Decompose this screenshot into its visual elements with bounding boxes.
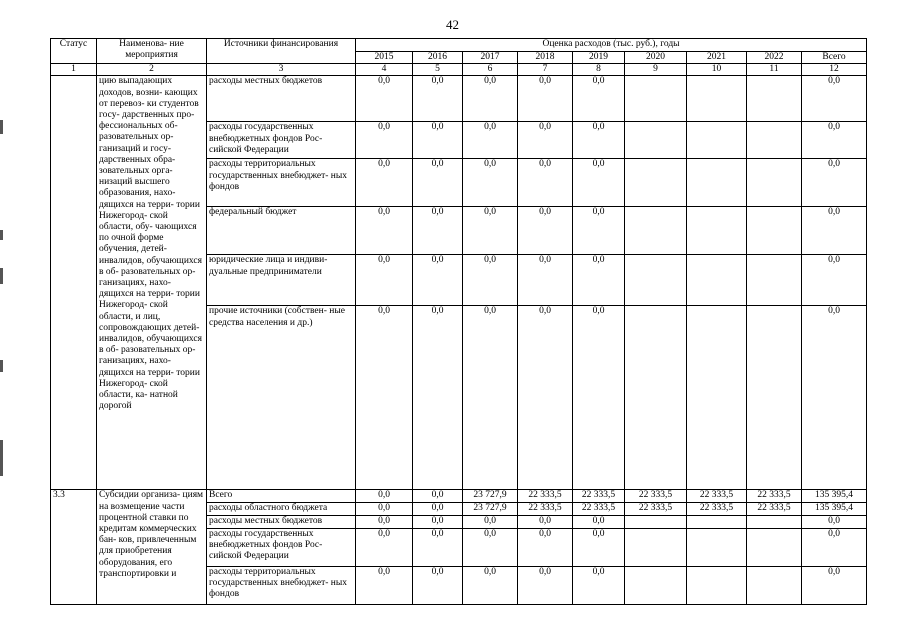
value-cell: 0,0 xyxy=(518,159,573,207)
value-cell: 22 333,5 xyxy=(625,502,687,515)
value-cell: 0,0 xyxy=(413,207,463,255)
header-year-total: Всего xyxy=(802,52,867,64)
value-cell: 0,0 xyxy=(518,207,573,255)
value-cell xyxy=(625,515,687,528)
value-cell: 22 333,5 xyxy=(747,490,802,502)
value-total: 0,0 xyxy=(802,515,867,528)
header-year: 2017 xyxy=(463,52,518,64)
scan-mark xyxy=(0,440,3,476)
value-cell: 0,0 xyxy=(356,515,413,528)
value-cell: 0,0 xyxy=(413,76,463,122)
value-cell: 0,0 xyxy=(573,122,625,159)
scan-edge-marks xyxy=(0,0,4,640)
value-cell: 0,0 xyxy=(573,306,625,490)
source-label: федеральный бюджет xyxy=(207,207,356,255)
value-cell: 0,0 xyxy=(518,515,573,528)
value-total: 0,0 xyxy=(802,528,867,566)
header-year: 2015 xyxy=(356,52,413,64)
value-cell xyxy=(747,122,802,159)
value-cell: 22 333,5 xyxy=(747,502,802,515)
value-total: 0,0 xyxy=(802,76,867,122)
value-cell: 22 333,5 xyxy=(573,502,625,515)
value-cell xyxy=(625,159,687,207)
value-cell: 0,0 xyxy=(573,207,625,255)
value-cell: 0,0 xyxy=(573,255,625,306)
value-cell: 0,0 xyxy=(463,207,518,255)
value-cell xyxy=(687,515,747,528)
value-cell: 0,0 xyxy=(413,159,463,207)
value-cell xyxy=(747,566,802,604)
value-cell: 0,0 xyxy=(518,566,573,604)
value-cell: 22 333,5 xyxy=(518,490,573,502)
source-label: расходы местных бюджетов xyxy=(207,515,356,528)
col-number: 1 xyxy=(51,64,97,76)
header-estimate: Оценка расходов (тыс. руб.), годы xyxy=(356,39,867,52)
value-cell: 0,0 xyxy=(573,159,625,207)
value-total: 0,0 xyxy=(802,255,867,306)
activity-name: Субсидии организа- циям на возмещение части процентной ставки по кредитам коммерческих бан- ков, привлеченным для приобретения оборудования, его транспортировки и xyxy=(97,490,207,604)
value-cell xyxy=(687,306,747,490)
value-cell: 0,0 xyxy=(413,490,463,502)
status-cell: 3.3 xyxy=(51,490,97,604)
value-cell xyxy=(687,122,747,159)
value-total: 135 395,4 xyxy=(802,502,867,515)
col-number: 2 xyxy=(97,64,207,76)
value-cell xyxy=(687,255,747,306)
value-cell: 0,0 xyxy=(413,566,463,604)
value-cell xyxy=(747,76,802,122)
value-cell xyxy=(747,207,802,255)
value-cell xyxy=(625,566,687,604)
value-cell: 0,0 xyxy=(356,122,413,159)
header-row xyxy=(51,39,867,52)
expenses-table xyxy=(50,38,867,605)
value-cell xyxy=(747,528,802,566)
value-cell xyxy=(687,528,747,566)
value-cell xyxy=(687,159,747,207)
value-cell xyxy=(687,76,747,122)
value-cell: 0,0 xyxy=(356,207,413,255)
value-cell: 23 727,9 xyxy=(463,502,518,515)
col-number: 10 xyxy=(687,64,747,76)
value-total: 135 395,4 xyxy=(802,490,867,502)
col-number: 12 xyxy=(802,64,867,76)
source-label: расходы государственных внебюджетных фондов Рос- сийской Федерации xyxy=(207,528,356,566)
value-total: 0,0 xyxy=(802,159,867,207)
value-cell: 0,0 xyxy=(356,76,413,122)
value-cell: 0,0 xyxy=(413,122,463,159)
value-total: 0,0 xyxy=(802,207,867,255)
header-year: 2016 xyxy=(413,52,463,64)
source-label: расходы государственных внебюджетных фондов Рос- сийской Федерации xyxy=(207,122,356,159)
value-cell xyxy=(625,528,687,566)
value-cell: 0,0 xyxy=(463,122,518,159)
value-cell xyxy=(625,122,687,159)
value-cell: 0,0 xyxy=(356,528,413,566)
source-label: расходы местных бюджетов xyxy=(207,76,356,122)
value-total: 0,0 xyxy=(802,566,867,604)
value-cell: 0,0 xyxy=(463,528,518,566)
col-number: 3 xyxy=(207,64,356,76)
value-cell: 22 333,5 xyxy=(687,502,747,515)
header-year: 2019 xyxy=(573,52,625,64)
value-cell xyxy=(625,255,687,306)
page-number: 42 xyxy=(446,17,459,32)
value-cell: 0,0 xyxy=(413,255,463,306)
col-number: 11 xyxy=(747,64,802,76)
source-label: расходы областного бюджета xyxy=(207,502,356,515)
value-cell: 0,0 xyxy=(356,255,413,306)
value-cell: 0,0 xyxy=(356,490,413,502)
table-row xyxy=(51,490,867,502)
source-label: юридические лица и индиви- дуальные предприниматели xyxy=(207,255,356,306)
value-cell xyxy=(747,255,802,306)
source-label: Всего xyxy=(207,490,356,502)
value-cell: 22 333,5 xyxy=(518,502,573,515)
header-status: Статус xyxy=(51,39,97,64)
value-cell: 0,0 xyxy=(413,528,463,566)
value-cell: 0,0 xyxy=(463,306,518,490)
col-number: 6 xyxy=(463,64,518,76)
table-row xyxy=(51,76,867,122)
value-cell: 0,0 xyxy=(356,159,413,207)
value-cell: 22 333,5 xyxy=(687,490,747,502)
value-cell xyxy=(747,159,802,207)
col-number: 4 xyxy=(356,64,413,76)
col-number: 8 xyxy=(573,64,625,76)
column-numbers-row xyxy=(51,64,867,76)
value-cell: 0,0 xyxy=(463,515,518,528)
value-cell xyxy=(747,306,802,490)
scan-mark xyxy=(0,120,3,134)
value-cell: 0,0 xyxy=(463,566,518,604)
col-number: 9 xyxy=(625,64,687,76)
value-cell: 0,0 xyxy=(518,306,573,490)
value-cell xyxy=(687,207,747,255)
value-total: 0,0 xyxy=(802,122,867,159)
value-cell: 0,0 xyxy=(413,515,463,528)
value-cell: 0,0 xyxy=(356,502,413,515)
header-sources: Источники финансирования xyxy=(207,39,356,64)
value-cell: 0,0 xyxy=(518,255,573,306)
value-cell: 0,0 xyxy=(518,76,573,122)
value-cell xyxy=(625,76,687,122)
value-cell: 0,0 xyxy=(356,306,413,490)
value-total: 0,0 xyxy=(802,306,867,490)
header-name: Наименова- ние мероприятия xyxy=(97,39,207,64)
value-cell xyxy=(625,207,687,255)
col-number: 5 xyxy=(413,64,463,76)
status-cell xyxy=(51,76,97,490)
scan-mark xyxy=(0,360,3,372)
header-year: 2021 xyxy=(687,52,747,64)
value-cell: 22 333,5 xyxy=(573,490,625,502)
header-year: 2022 xyxy=(747,52,802,64)
value-cell: 0,0 xyxy=(518,528,573,566)
value-cell: 23 727,9 xyxy=(463,490,518,502)
value-cell xyxy=(625,306,687,490)
activity-name: цию выпадающих доходов, возни- кающих от перевоз- ки студентов госу- дарственных про- фессиональных об- разовательных ор- ганизаций и госу- дарственных обра- зовательных орга- низаций высшего образования, нахо- дящихся на терри- тории Нижегород- ской области, обу- чающихся по очной форме обучения, детей-инвалидов, обучающихся в об- разовательных ор- ганизациях, нахо- дящихся на терри- тории Нижегород- ской области, и лиц, сопровождающих детей-инвалидов, обучающихся в об- разовательных ор- ганизациях, нахо- дящихся на терри- тории Нижегород- ской области, ка- натной дорогой xyxy=(97,76,207,490)
value-cell: 0,0 xyxy=(356,566,413,604)
value-cell xyxy=(687,566,747,604)
value-cell: 0,0 xyxy=(573,528,625,566)
value-cell: 22 333,5 xyxy=(625,490,687,502)
scan-mark xyxy=(0,230,3,240)
source-label: прочие источники (собствен- ные средства населения и др.) xyxy=(207,306,356,490)
value-cell: 0,0 xyxy=(518,122,573,159)
value-cell: 0,0 xyxy=(463,76,518,122)
source-label: расходы территориальных государственных внебюджет- ных фондов xyxy=(207,159,356,207)
value-cell: 0,0 xyxy=(573,566,625,604)
col-number: 7 xyxy=(518,64,573,76)
value-cell: 0,0 xyxy=(413,306,463,490)
header-year: 2020 xyxy=(625,52,687,64)
value-cell xyxy=(747,515,802,528)
value-cell: 0,0 xyxy=(573,76,625,122)
value-cell: 0,0 xyxy=(463,159,518,207)
value-cell: 0,0 xyxy=(413,502,463,515)
source-label: расходы территориальных государственных внебюджет- ных фондов xyxy=(207,566,356,604)
value-cell: 0,0 xyxy=(463,255,518,306)
header-year: 2018 xyxy=(518,52,573,64)
value-cell: 0,0 xyxy=(573,515,625,528)
scan-mark xyxy=(0,268,3,284)
